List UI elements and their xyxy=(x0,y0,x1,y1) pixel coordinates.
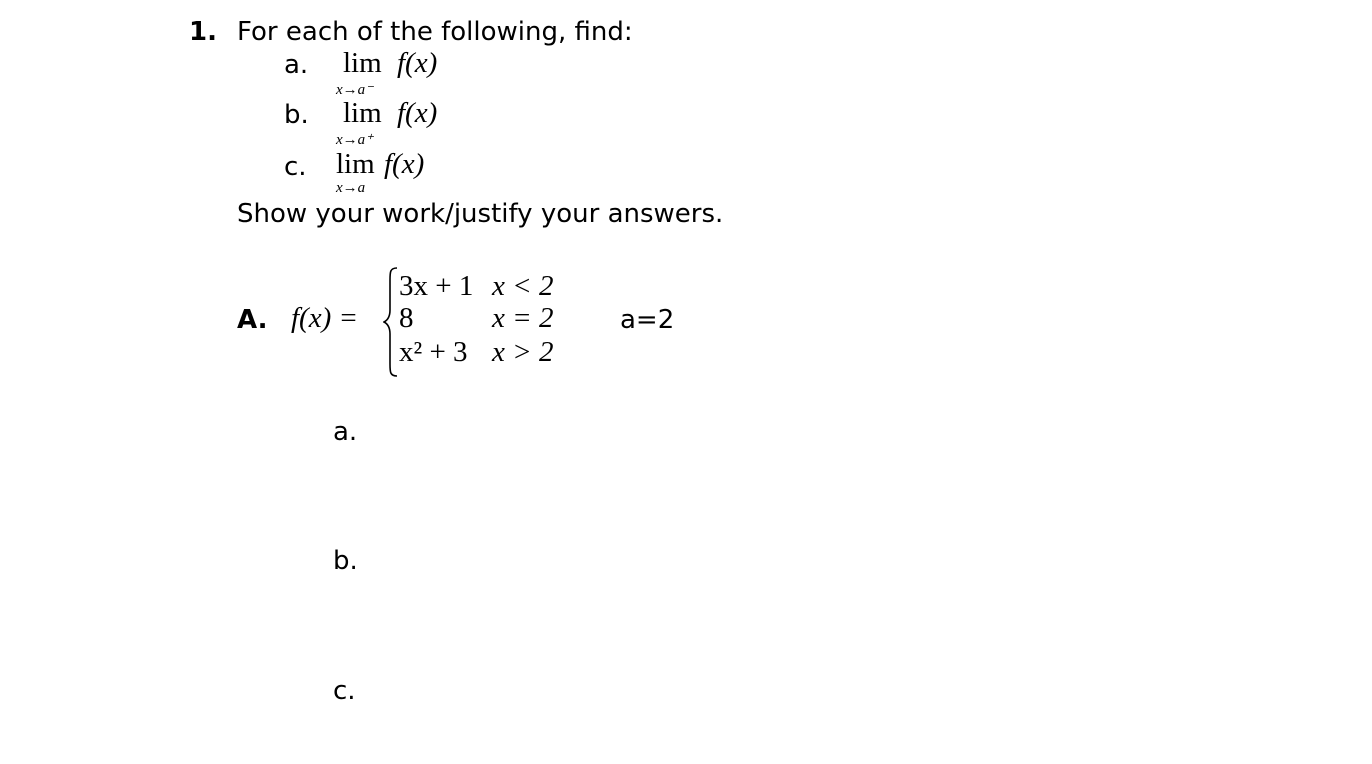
part-b-lim: lim xyxy=(343,97,382,129)
case-3-expression: x² + 3 xyxy=(399,336,468,368)
case-1-condition: x < 2 xyxy=(492,270,554,302)
part-c-lim: lim xyxy=(336,148,375,180)
question-number: 1. xyxy=(189,17,217,47)
instruction-text: Show your work/justify your answers. xyxy=(237,199,724,229)
question-prompt: For each of the following, find: xyxy=(237,17,633,47)
answer-label-a: a. xyxy=(333,417,358,447)
part-a-function: f(x) xyxy=(397,47,438,79)
case-1-expression: 3x + 1 xyxy=(399,270,474,302)
left-brace-icon xyxy=(383,266,399,378)
answer-label-c: c. xyxy=(333,676,356,706)
problem-label: A. xyxy=(237,305,268,335)
part-a-label: a. xyxy=(284,50,309,80)
part-b-label: b. xyxy=(284,100,309,130)
case-2-condition: x = 2 xyxy=(492,302,554,334)
a-value: a=2 xyxy=(620,305,675,335)
answer-label-b: b. xyxy=(333,546,358,576)
part-b-function: f(x) xyxy=(397,97,438,129)
case-3-condition: x > 2 xyxy=(492,336,554,368)
part-a-lim: lim xyxy=(343,47,382,79)
part-c-function: f(x) xyxy=(384,148,425,180)
part-b-subscript: x→a⁺ xyxy=(336,132,374,148)
part-c-label: c. xyxy=(284,152,307,182)
function-definition: f(x) = xyxy=(291,302,359,334)
part-a-subscript: x→a⁻ xyxy=(336,82,374,98)
part-c-subscript: x→a xyxy=(336,180,366,196)
case-2-expression: 8 xyxy=(399,302,414,334)
